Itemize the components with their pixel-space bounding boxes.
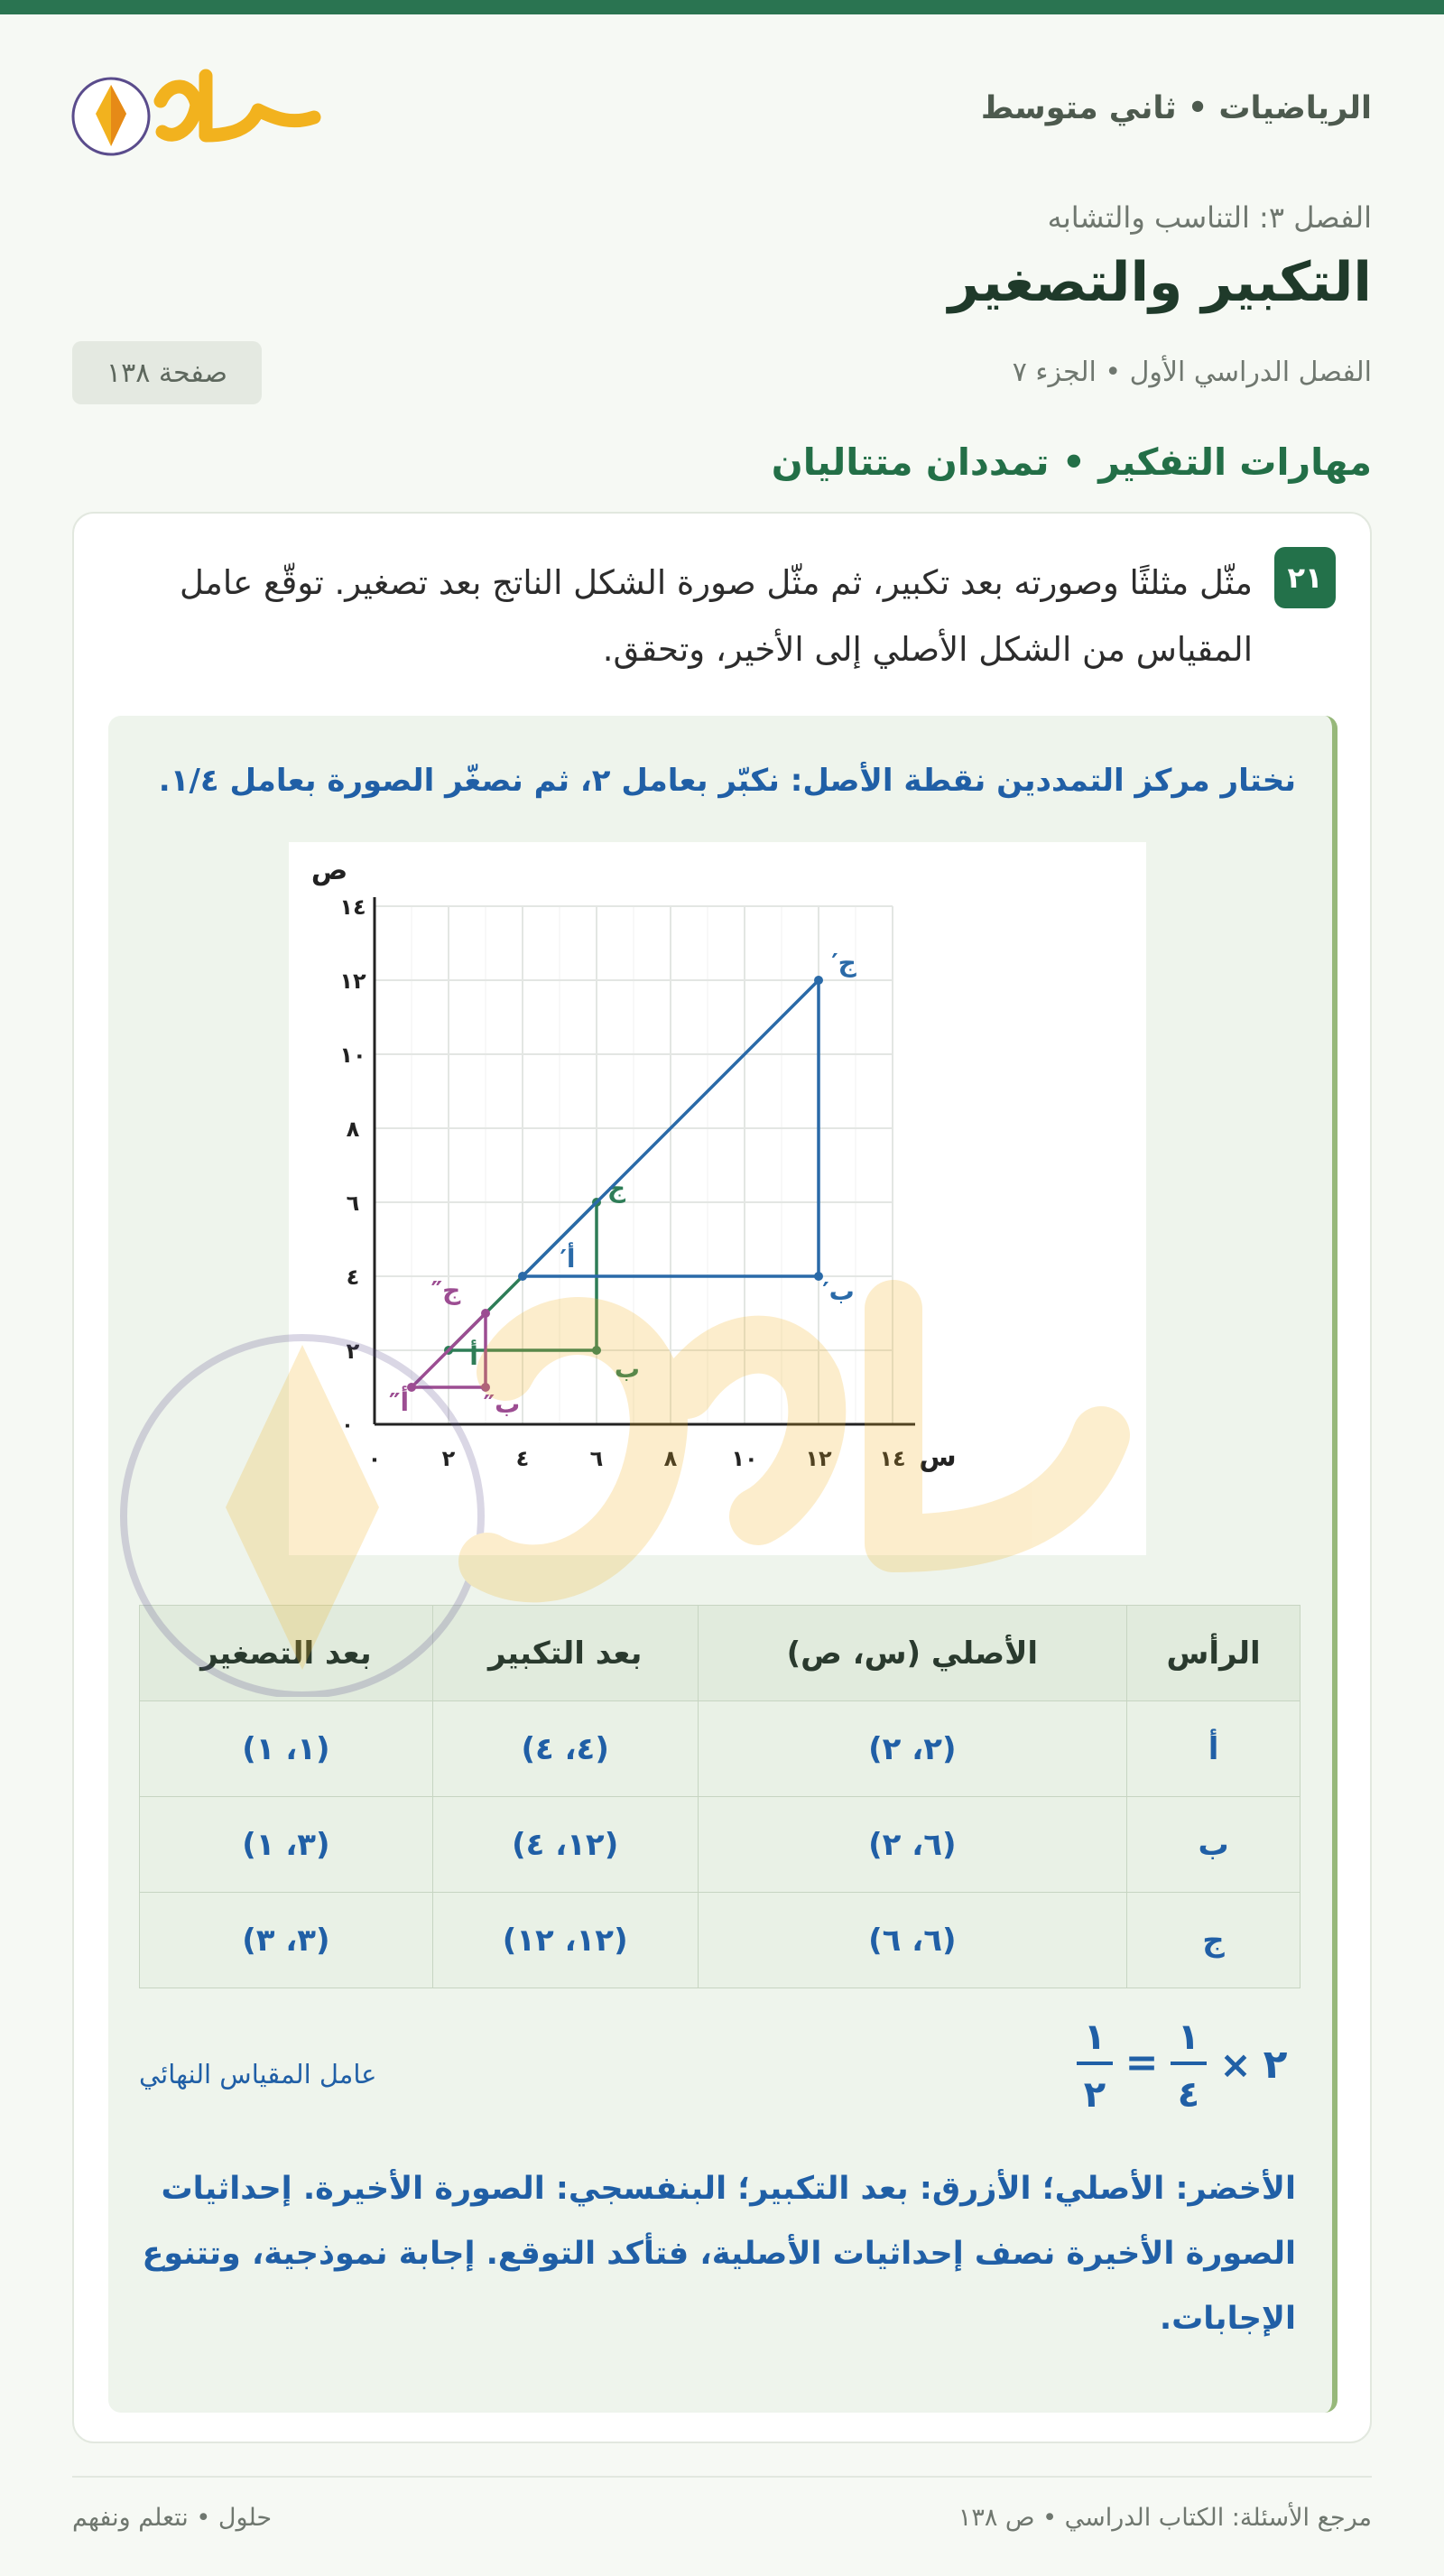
vertex-label-reduced: أ″ [388,1387,410,1417]
table-cell: (٣، ١) [140,1797,433,1893]
term-label: الفصل الدراسي الأول • الجزء ٧ [1012,357,1372,388]
table-cell: (٤، ٤) [432,1701,698,1797]
table-header-row [140,1606,1301,1701]
question-card [72,512,1372,2443]
footer-reference: مرجع الأسئلة: الكتاب الدراسي • ص ١٣٨ [958,2504,1372,2532]
y-tick-label: ٤ [346,1265,360,1290]
vertex-label-enlarged: ج′ [831,948,856,978]
subject-label: الرياضيات • ثاني متوسط [980,90,1372,126]
y-axis-label: ص [310,855,348,886]
x-tick-label: ٨ [663,1446,678,1471]
table-cell: (٦، ٦) [698,1893,1127,1988]
graph-svg [289,842,1146,1555]
table-cell: (١٢، ١٢) [432,1893,698,1988]
solution-panel [108,716,1338,2413]
origin-label: ٠ [341,1414,354,1437]
question-text: مثّل مثلثًا وصورته بعد تكبير، ثم مثّل صورة الشكل الناتج بعد تصغير. توقّع عامل المقياس من الشكل الأصلي إلى الأخير، وتحقق. [180,563,1253,669]
vertex-label-original: ب [614,1354,641,1384]
coordinate-graph [289,842,1146,1555]
x-tick-label: ١٢ [805,1446,832,1471]
formula-num-2: ١ [1083,2016,1106,2058]
formula-num-1: ١ [1177,2016,1200,2058]
table-header-reduced: بعد التصغير [140,1606,433,1701]
table-cell: ب [1127,1797,1301,1893]
chapter-label: الفصل ٣: التناسب والتشابه [1047,200,1372,235]
table-cell: (٢، ٢) [698,1701,1127,1797]
x-tick-label: ٤ [515,1446,530,1471]
vertex-label-original: أ [469,1341,478,1371]
table-row [140,1893,1301,1988]
table-header-original: الأصلي (س، ص) [698,1606,1127,1701]
x-tick-label: ٢ [441,1446,456,1471]
footer-brand: حلول • نتعلم ونفهم [72,2504,273,2532]
scale-factor-label: عامل المقياس النهائي [139,2059,377,2090]
table-cell: (٦، ٢) [698,1797,1127,1893]
scale-formula [1069,2011,1304,2119]
vertex-label-original: ج [606,1173,626,1203]
coordinates-table [139,1605,1301,1988]
formula-times: × [1219,2043,1252,2087]
vertex-point-reduced [481,1309,490,1318]
table-row [140,1701,1301,1797]
x-tick-label: ١٤ [879,1446,906,1471]
table-cell: ج [1127,1893,1301,1988]
vertex-point-original [592,1346,601,1355]
vertex-label-reduced: ج″ [430,1275,461,1305]
vertex-label-enlarged: ب′ [822,1276,855,1306]
vertex-label-reduced: ب″ [483,1389,521,1419]
top-accent-bar [0,0,1444,14]
solution-note: الأخضر: الأصلي؛ الأزرق: بعد التكبير؛ البنفسجي: الصورة الأخيرة. إحداثيات الصورة الأخيرة نصف إحداثيات الأصلية، فتأكد التوقع. إجابة نموذجية، وتتنوع الإجابات. [142,2171,1296,2337]
page-badge: صفحة ١٣٨ [72,341,262,404]
table-cell: (١٢، ٤) [432,1797,698,1893]
vertex-point-enlarged [814,976,823,985]
brand-logo[interactable] [70,58,323,166]
x-tick-label: ٠ [367,1446,382,1471]
section-title: مهارات التفكير • تمددان متتاليان [771,440,1372,484]
question-number-badge: ٢١ [1274,547,1336,608]
solution-intro: نختار مركز التمددين نقطة الأصل: نكبّر بعامل ٢، ثم نصغّر الصورة بعامل ١/٤. [158,763,1296,799]
table-cell: (٣، ٣) [140,1893,433,1988]
y-tick-label: ١٤ [339,894,366,920]
table-cell: أ [1127,1701,1301,1797]
table-header-vertex: الرأس [1127,1606,1301,1701]
table-row [140,1797,1301,1893]
y-tick-label: ٢ [346,1339,360,1364]
formula-den-1: ٤ [1177,2074,1200,2116]
formula-equals: = [1125,2040,1159,2086]
y-tick-label: ١٠ [339,1042,366,1068]
y-tick-label: ٦ [346,1191,360,1216]
lesson-title: التكبير والتصغير [948,251,1372,314]
y-tick-label: ٨ [346,1117,360,1142]
table-cell: (١، ١) [140,1701,433,1797]
vertex-label-enlarged: أ′ [560,1244,576,1274]
footer-divider [72,2476,1372,2478]
vertex-point-enlarged [518,1272,527,1281]
x-tick-label: ١٠ [731,1446,758,1471]
formula-factor: ٢ [1263,2042,1288,2088]
y-tick-label: ١٢ [339,968,366,994]
formula-den-2: ٢ [1083,2074,1106,2116]
x-tick-label: ٦ [589,1446,604,1471]
x-axis-label: س [919,1441,957,1473]
table-header-enlarged: بعد التكبير [432,1606,698,1701]
